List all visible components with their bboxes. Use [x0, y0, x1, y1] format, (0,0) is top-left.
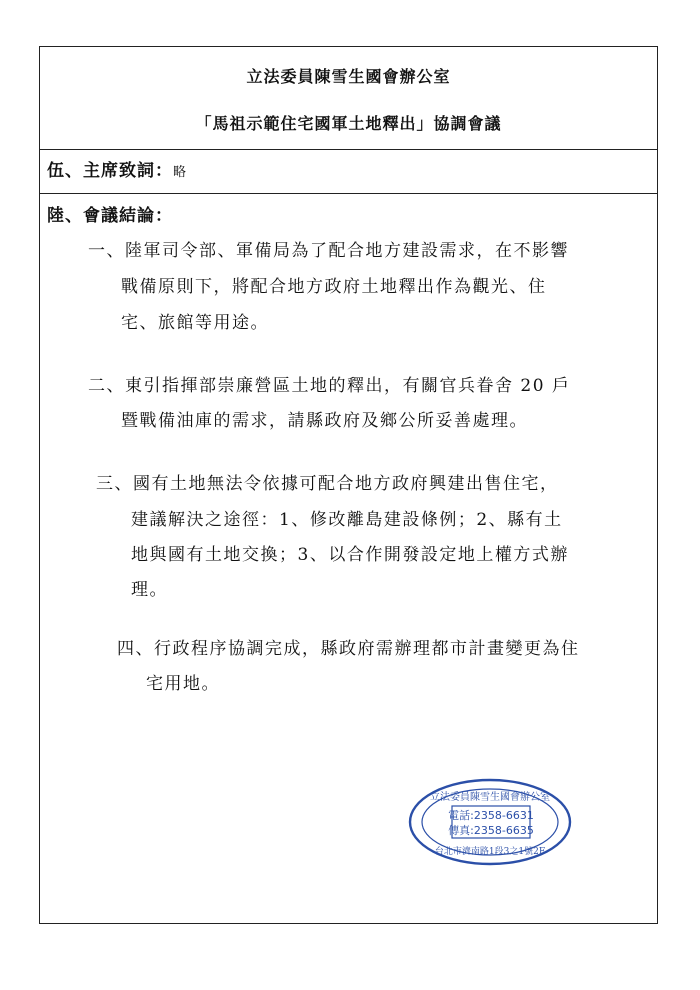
header-divider	[39, 149, 658, 150]
conclusion-4-line-1: 四、行政程序協調完成，縣政府需辦理都市計畫變更為住	[117, 639, 580, 659]
seal-fax-text: 傳真:2358-6635	[448, 824, 534, 837]
section5-heading	[47, 163, 187, 180]
section6-heading: 陸、會議結論：	[47, 206, 173, 226]
conclusion-2-line-1: 二、東引指揮部崇廉營區土地的釋出，有關官兵眷舍 20 戶	[88, 376, 571, 396]
section5-label: 伍、主席致詞：	[47, 161, 173, 181]
conclusion-3-line-3: 地與國有土地交換；3、以合作開發設定地上權方式辦	[131, 545, 569, 565]
conclusion-3-line-4: 理。	[131, 580, 168, 600]
office-title: 立法委員陳雪生國會辦公室	[246, 67, 451, 86]
seal-name-text: 立法委員陳雪生國會辦公室	[430, 792, 550, 803]
conclusion-3-line-1: 三、國有土地無法令依據可配合地方政府興建出售住宅，	[96, 474, 559, 494]
conclusion-2-line-2: 暨戰備油庫的需求，請縣政府及鄉公所妥善處理。	[121, 411, 528, 431]
conclusion-1-line-2: 戰備原則下，將配合地方政府土地釋出作為觀光、住	[121, 277, 547, 297]
seal-phone-text: 電話:2358-6631	[448, 809, 534, 822]
meeting-title: 「馬祖示範住宅國軍土地釋出」協調會議	[195, 114, 502, 133]
office-seal-stamp	[408, 778, 572, 866]
section-divider	[39, 193, 658, 194]
conclusion-3-line-2: 建議解決之途徑：1、修改離島建設條例；2、縣有土	[131, 510, 563, 530]
conclusion-1-line-3: 宅、旅館等用途。	[121, 313, 269, 333]
conclusion-1-line-1: 一、陸軍司令部、軍備局為了配合地方建設需求，在不影響	[88, 241, 569, 261]
section5-content: 略	[173, 165, 188, 180]
conclusion-4-line-2: 宅用地。	[146, 674, 220, 694]
seal-address-text: 台北市濟南路1段3之1號2F	[434, 847, 546, 857]
